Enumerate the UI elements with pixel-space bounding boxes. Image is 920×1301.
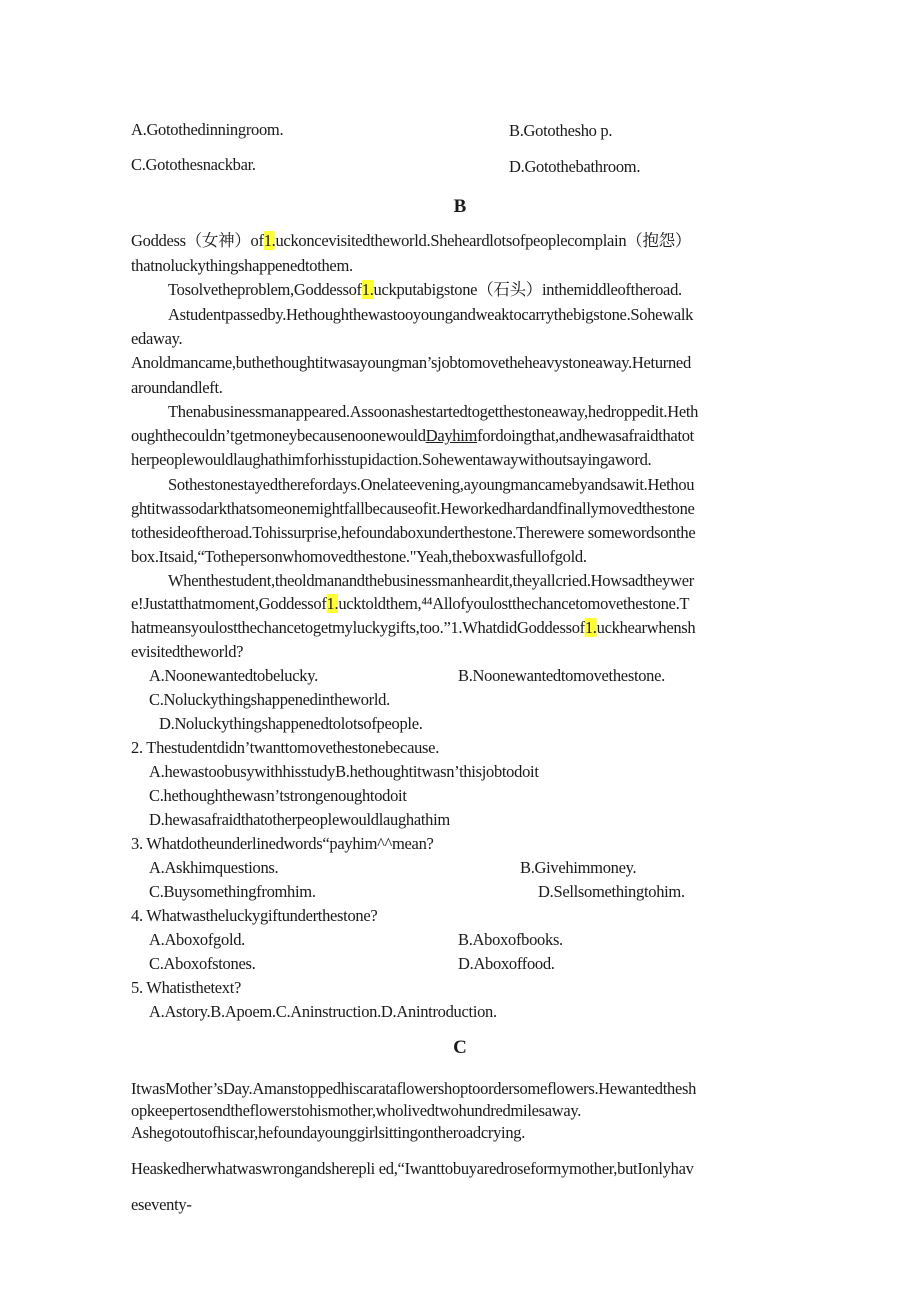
paragraph-line: thatnoluckythingshappenedtothem.: [131, 256, 353, 275]
paragraph-line: evisitedtheworld?: [131, 642, 244, 661]
top-option-c: C.Gotothesnackbar.: [131, 155, 256, 174]
text-segment: uckhearwhensh: [596, 618, 696, 637]
q2-option-c: C.hethoughthewasn’tstrongenoughtodoit: [149, 786, 407, 805]
q4-option-c: C.Aboxofstones.: [149, 954, 256, 973]
paragraph-line: box.Itsaid,“Tothepersonwhomovedthestone."Yeah,theboxwasfullofgold.: [131, 547, 587, 566]
paragraph-line: [168, 279, 682, 301]
question-5: 5. Whatisthetext?: [131, 978, 242, 997]
paragraph-line: Heaskedherwhatwaswrongandsherepli ed,“Iwanttobuyaredroseformymother,butIonlyhav: [131, 1159, 694, 1178]
paragraph-line: Astudentpassedby.Hethoughthewastooyoungandweaktocarrythebigstone.Sohewalk: [168, 305, 694, 324]
paragraph-line: opkeepertosendtheflowerstohismother,wholivedtwohundredmilesaway.: [131, 1101, 582, 1120]
text-segment: Goddess（女神）of: [131, 231, 264, 250]
top-option-a: A.Gotothedinningroom.: [131, 120, 284, 139]
paragraph-line: [131, 593, 689, 615]
top-option-d: D.Gotothebathroom.: [509, 157, 641, 176]
q2-option-d: D.hewasafraidthatotherpeoplewouldlaughathim: [149, 810, 450, 829]
q1-option-d: D.Noluckythingshappenedtolotsofpeople.: [159, 714, 423, 733]
q5-options: A.Astory.B.Apoem.C.Aninstruction.D.Anintroduction.: [149, 1002, 497, 1021]
q3-option-b: B.Givehimmoney.: [520, 858, 637, 877]
section-c-heading: C: [453, 1037, 467, 1058]
text-segment: uckoncevisitedtheworld.Sheheardlotsofpeoplecomplain（抱怨）: [275, 231, 692, 250]
q3-option-d: D.Sellsomethingtohim.: [538, 882, 685, 901]
highlight-mark: 1.: [361, 280, 374, 299]
text-segment: fordoingthat,andhewasafraidthatot: [477, 426, 694, 445]
q1-option-c: C.Noluckythingshappenedintheworld.: [149, 690, 390, 709]
paragraph-line: [131, 617, 695, 639]
paragraph-line: Anoldmancame,buthethoughtitwasayoungman’sjobtomovetheheavystoneaway.Heturned: [131, 353, 691, 372]
text-segment: oughthecouldn’tgetmoneybecausenoonewould: [131, 426, 426, 445]
paragraph-line: eseventy-: [131, 1195, 192, 1214]
top-option-b: B.Gotothesho p.: [509, 121, 613, 140]
paragraph-line: Thenabusinessmanappeared.Assoonashestartedtogetthestoneaway,hedroppedit.Heth: [168, 402, 699, 421]
q1-option-a: A.Noonewantedtobelucky.: [149, 666, 318, 685]
question-4: 4. Whatwastheluckygiftunderthestone?: [131, 906, 378, 925]
paragraph-line: Ashegotoutofhiscar,hefoundayounggirlsittingontheroadcrying.: [131, 1123, 526, 1142]
paragraph-line: herpeoplewouldlaughathimforhisstupidaction.Sohewentawaywithoutsayingaword.: [131, 450, 652, 469]
paragraph-line: Whenthestudent,theoldmanandthebusinessmanheardit,theyallcried.Howsadtheywer: [168, 571, 694, 590]
paragraph-line: tothesideoftheroad.Tohissurprise,hefoundaboxunderthestone.Therewere somewordsonthe: [131, 523, 696, 542]
q2-options-ab: A.hewastoobusywithhisstudyB.hethoughtitwasn’thisjobtodoit: [149, 762, 539, 781]
text-segment: uckputabigstone（石头）inthemiddleoftheroad.: [373, 280, 682, 299]
section-b-heading: B: [453, 196, 467, 217]
paragraph-line: Sothestonestayedtherefordays.Onelateevening,ayoungmancamebyandsawit.Hethou: [168, 475, 695, 494]
q1-option-b: B.Noonewantedtomovethestone.: [458, 666, 665, 685]
text-segment: e!Justatthatmoment,Goddessof: [131, 594, 327, 613]
text-segment: ucktoldthem,⁴⁴Allofyoulostthechancetomovethestone.T: [338, 594, 690, 613]
paragraph-line: aroundandleft.: [131, 378, 223, 397]
question-2: 2. Thestudentdidn’twanttomovethestonebecause.: [131, 738, 440, 757]
highlight-mark: 1.: [263, 231, 276, 250]
text-segment: hatmeansyoulostthechancetogetmyluckygifts,too.”1.WhatdidGoddessof: [131, 618, 585, 637]
highlight-mark: 1.: [584, 618, 597, 637]
q3-option-a: A.Askhimquestions.: [149, 858, 279, 877]
question-3: 3. Whatdotheunderlinedwords“payhim^^mean?: [131, 834, 434, 853]
q4-option-d: D.Aboxoffood.: [458, 954, 555, 973]
highlight-mark: 1.: [326, 594, 339, 613]
paragraph-line: ghtitwassodarkthatsomeonemightfallbecauseofit.Heworkedhardandfinallymovedthestone: [131, 499, 695, 518]
q4-option-a: A.Aboxofgold.: [149, 930, 246, 949]
underlined-word: Dayhim: [425, 426, 478, 445]
paragraph-line: ItwasMother’sDay.Amanstoppedhiscarataflowershoptoordersomeflowers.Hewantedthesh: [131, 1079, 697, 1098]
q3-option-c: C.Buysomethingfromhim.: [149, 882, 316, 901]
paragraph-line: edaway.: [131, 329, 183, 348]
text-segment: Tosolvetheproblem,Goddessof: [168, 280, 362, 299]
paragraph-line: [131, 230, 691, 252]
q4-option-b: B.Aboxofbooks.: [458, 930, 563, 949]
paragraph-line: [131, 425, 694, 447]
